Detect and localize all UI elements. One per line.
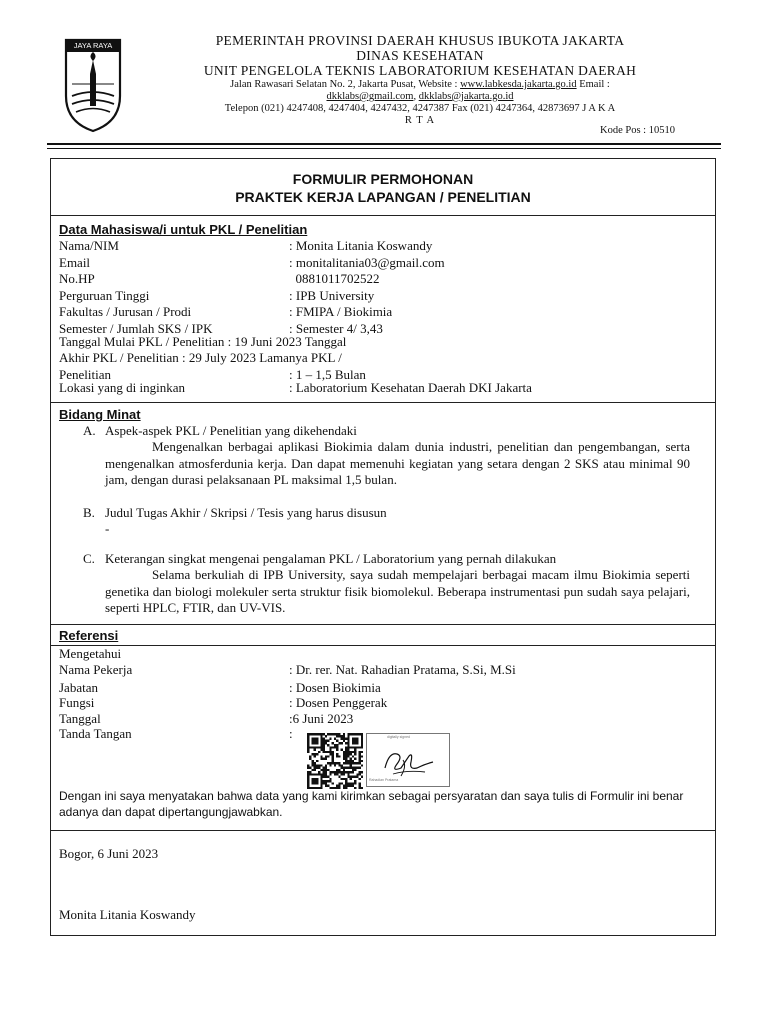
field-row-university — [59, 288, 699, 305]
field-value: : IPB University — [289, 287, 375, 303]
reference-section-heading: Referensi — [59, 628, 119, 643]
email-separator: , — [413, 91, 419, 102]
acknowledged-label: Mengetahui — [59, 646, 122, 661]
field-label: Semester / Jumlah SKS / IPK — [59, 321, 213, 336]
field-value: : Dosen Penggerak — [289, 695, 388, 710]
declaration-text: Dengan ini saya menyatakan bahwa data yang kami kirimkan sebagai persyaratan dan saya tulis di Formulir ini benar adanya dan dapat dipertangungjawabkan. — [59, 789, 684, 819]
section-divider — [50, 830, 716, 831]
address-text: Jalan Rawasari Selatan No. 2, Jakarta Pusat, Website : — [230, 79, 461, 90]
email-link-gmail[interactable]: dkklabs@gmail.com — [326, 91, 414, 102]
field-label: Perguruan Tinggi — [59, 287, 150, 303]
header-phone-continued: R T A — [404, 115, 436, 126]
qr-code-icon — [307, 733, 363, 789]
item-title: Keterangan singkat mengenai pengalaman PKL / Laboratorium yang pernah dilakukan — [105, 551, 557, 566]
interest-item-a-body: Mengenalkan berbagai aplikasi Biokimia dalam dunia industri, penelitian dan pengembangan, serta mengenalkan atmosferdunia kerja. Dan dapat memenuhi kegiatan yang setara dengan 2 SKS atau minimal 90 jam, dengan durasi pelaksanaan PL maksimal 1,5 bulan. — [105, 439, 690, 488]
field-label: Lokasi yang di inginkan — [59, 380, 186, 396]
section-divider — [50, 402, 716, 403]
field-label: No.HP — [59, 271, 95, 287]
form-title: FORMULIR PERMOHONAN — [292, 171, 474, 187]
item-letter: A. — [83, 423, 96, 438]
place-and-date: Bogor, 6 Juni 2023 — [59, 846, 159, 861]
field-value: : Dosen Biokimia — [289, 680, 381, 695]
student-section-heading: Data Mahasiswa/i untuk PKL / Penelitian — [59, 222, 308, 237]
field-value: 0881011702522 — [289, 271, 380, 287]
interest-section-heading: Bidang Minat — [59, 407, 141, 422]
field-value: : Dr. rer. Nat. Rahadian Pratama, S.Si, M.Si — [289, 662, 516, 677]
field-label: Tanda Tangan — [59, 726, 132, 741]
jakarta-crest-logo — [62, 34, 124, 134]
field-label: Fungsi — [59, 695, 95, 710]
field-value: :6 Juni 2023 — [289, 711, 354, 726]
interest-item-b-body: - — [105, 521, 110, 536]
field-row-faculty — [59, 304, 699, 321]
header-unit: UNIT PENGELOLA TEKNIS LABORATORIUM KESEHATAN DAERAH — [203, 63, 637, 78]
signature-caption-top: digitally signed — [387, 735, 410, 739]
field-value: : — [289, 726, 293, 741]
section-divider — [50, 624, 716, 625]
interest-item-c-body: Selama berkuliah di IPB University, saya sudah mempelajari berbagai macam ilmu Biokimia seperti genetika dan biologi molekuler serta struktur fisik biomolekul. Beberapa instrumentasi pun sudah saya pelajari, seperti HPLC, FTIR, dan UV-VIS. — [105, 567, 690, 616]
postal-code: Kode Pos : 10510 — [600, 125, 675, 136]
field-value: : FMIPA / Biokimia — [289, 304, 393, 320]
section-divider — [50, 215, 716, 216]
item-title: Aspek-aspek PKL / Penelitian yang dikehendaki — [105, 423, 357, 438]
field-row-phone — [59, 271, 699, 288]
header-phone: Telepon (021) 4247408, 4247404, 4247432, 4247387 Fax (021) 4247364, 42873697 J A K A — [224, 103, 616, 114]
field-label: Fakultas / Jurusan / Prodi — [59, 304, 192, 320]
field-row-name — [59, 238, 699, 255]
digital-signature-box — [366, 733, 450, 787]
item-title: Judul Tugas Akhir / Skripsi / Tesis yang harus disusun — [105, 505, 387, 520]
field-label: Penelitian — [59, 366, 111, 382]
item-letter: B. — [83, 505, 95, 520]
header-government: PEMERINTAH PROVINSI DAERAH KHUSUS IBUKOTA JAKARTA — [215, 33, 625, 48]
field-label: Email — [59, 254, 91, 270]
field-label: Nama Pekerja — [59, 662, 133, 677]
section-divider — [50, 645, 716, 646]
field-value: : Semester 4/ 3,43 — [289, 321, 383, 336]
form-subtitle: PRAKTEK KERJA LAPANGAN / PENELITIAN — [235, 189, 531, 205]
ref-row-name — [59, 662, 699, 679]
applicant-name: Monita Litania Koswandy — [59, 907, 196, 922]
email-label: Email : — [576, 79, 610, 90]
website-link[interactable]: www.labkesda.jakarta.go.id — [460, 79, 577, 90]
header-department: DINAS KESEHATAN — [356, 48, 484, 63]
field-value: : 1 – 1,5 Bulan — [289, 366, 366, 382]
signature-caption-bottom: Rahadian Pratama — [369, 778, 399, 782]
field-label: Nama/NIM — [59, 238, 119, 253]
letterhead-divider-thick — [47, 143, 721, 145]
ref-row-function — [59, 695, 699, 712]
field-value: : monitalitania03@gmail.com — [289, 254, 445, 270]
field-label: Tanggal — [59, 711, 101, 726]
dates-line-start: Tanggal Mulai PKL / Penelitian : 19 Juni 2023 Tanggal — [59, 333, 347, 349]
field-row-email — [59, 255, 699, 272]
field-value: : Monita Litania Koswandy — [289, 238, 433, 253]
logo-text: JAYA RAYA — [73, 41, 113, 50]
letterhead-divider-thin — [47, 148, 721, 149]
dates-line-end: Akhir PKL / Penelitian : 29 July 2023 Lamanya PKL / — [59, 350, 342, 366]
item-letter: C. — [83, 551, 95, 566]
email-link-jakarta[interactable]: dkklabs@jakarta.go.id — [418, 91, 514, 102]
field-row-location — [59, 380, 699, 397]
field-value: : Laboratorium Kesehatan Daerah DKI Jakarta — [289, 380, 532, 396]
field-label: Jabatan — [59, 680, 98, 695]
